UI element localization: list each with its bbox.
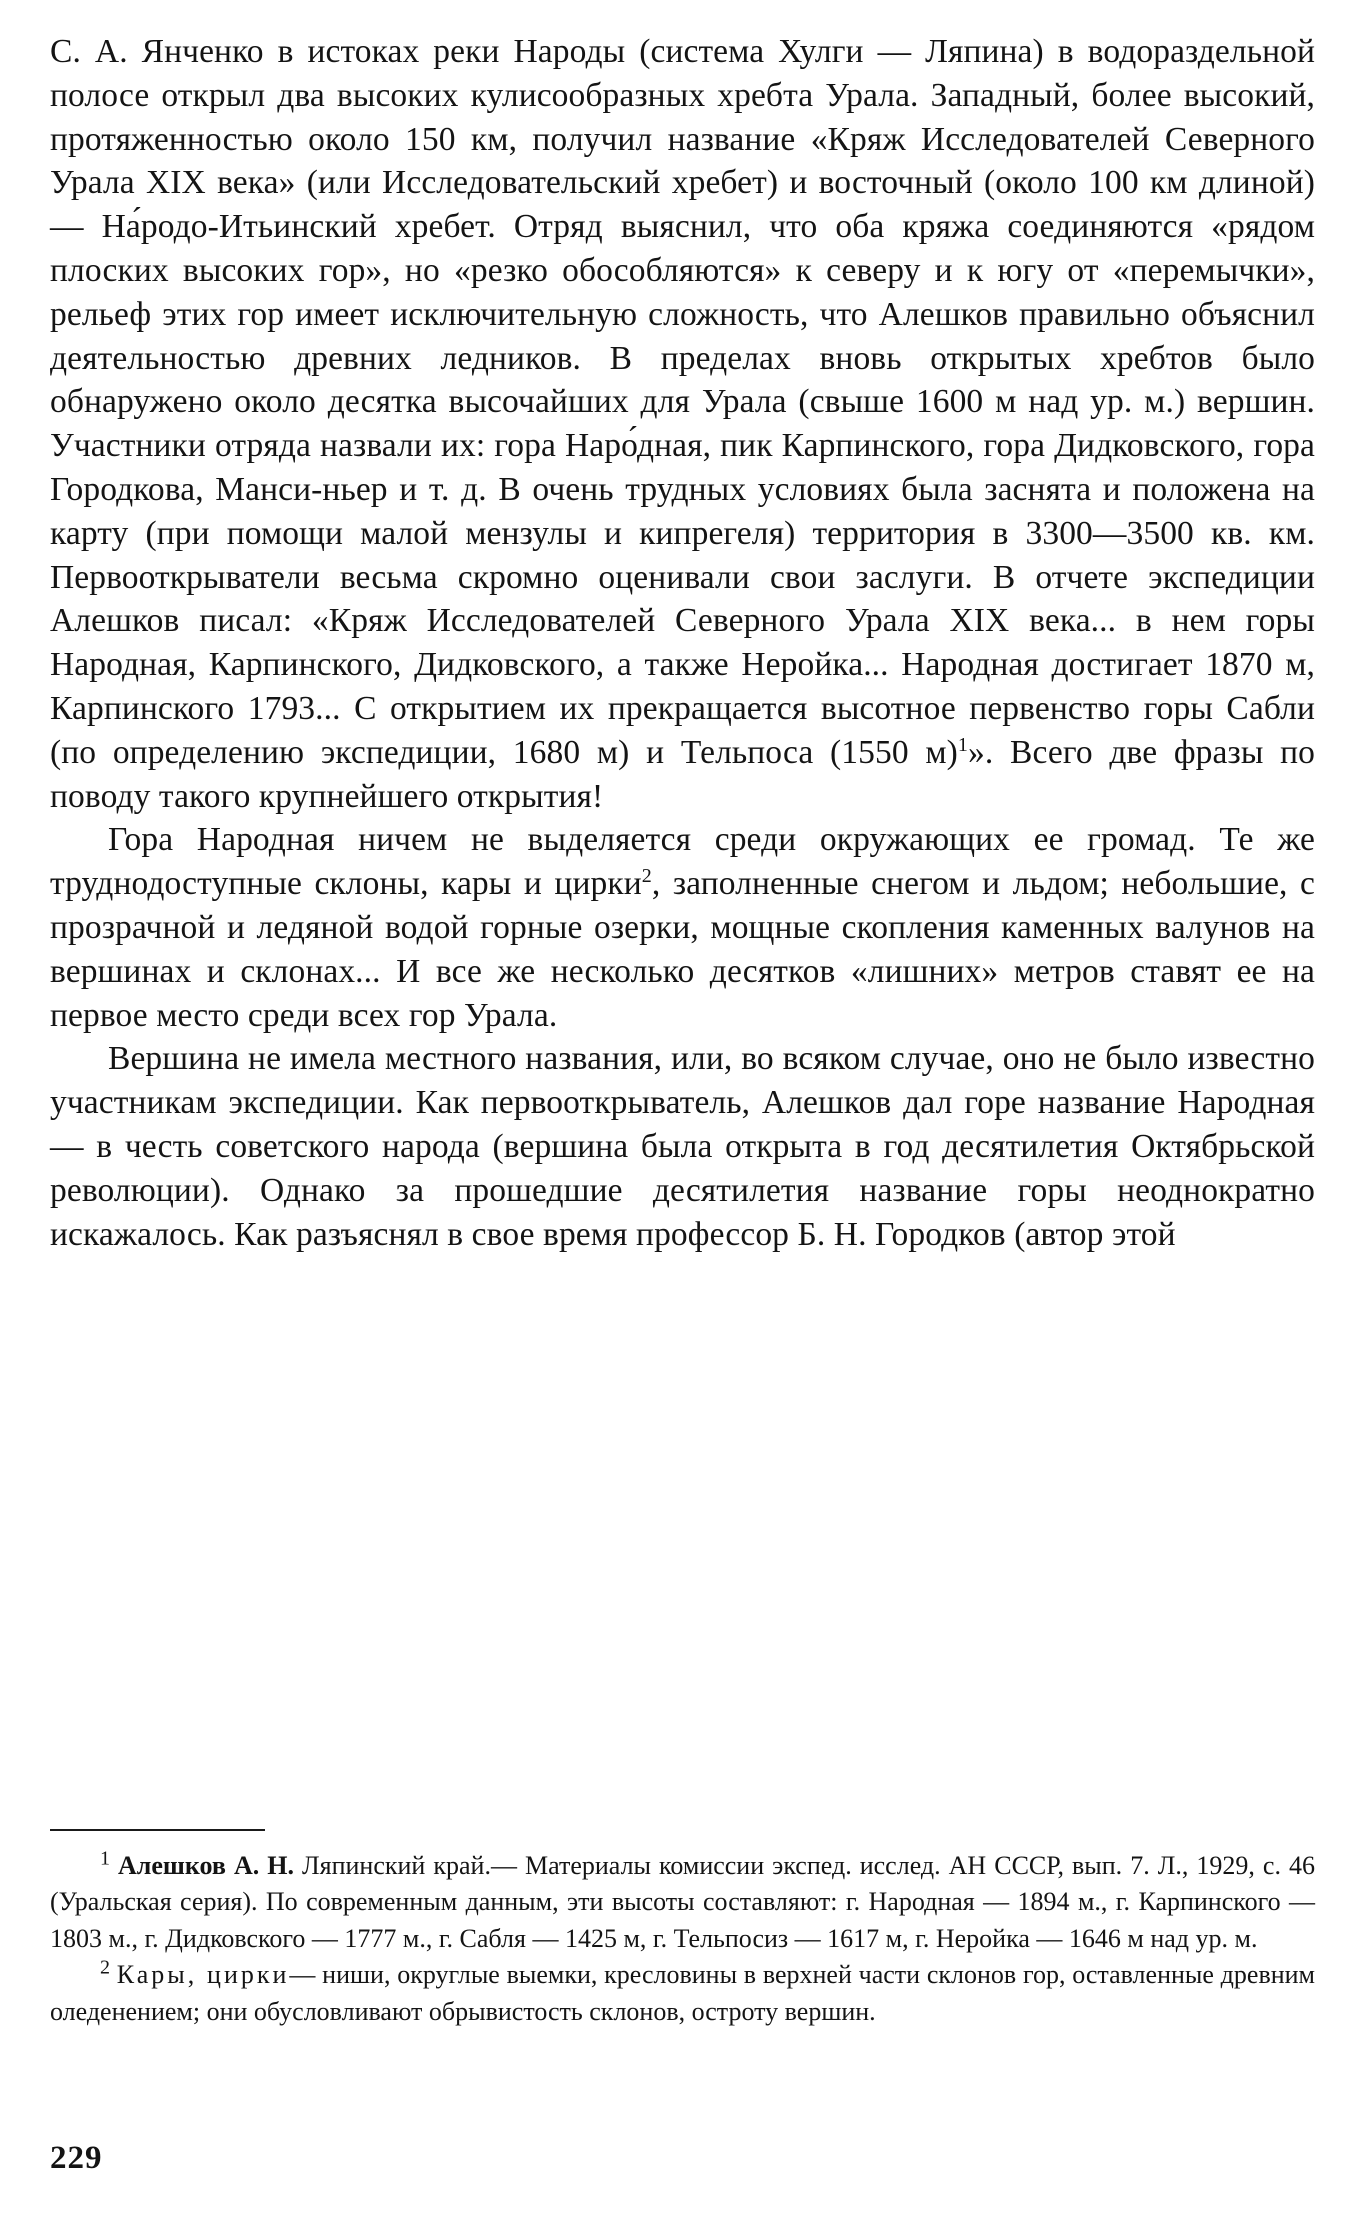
- page-number: 229: [50, 2140, 103, 2176]
- paragraph-2-text: Гора Народная ничем не выделяется среди окружающих ее громад. Те же труднодоступные склоны, кары и цирки: [50, 821, 1315, 903]
- paragraph-1-text: С. А. Янченко в истоках реки Народы (система Хулги — Ляпина) в водораздельной полосе открыл два высоких кулисообразных хребта Урала. Западный, более высокий, протяженностью около 150 км, получил название «Кряж Исследователей Северного Урала XIX века» (или Исследовательский хребет) и восточный (около 100 км длиной) — На́родо-Итьинский хребет. Отряд выяснил, что оба кряжа соединяются «рядом плоских высоких гор», но «резко обособляются» к северу и к югу от «перемычки», рельеф этих гор имеет исключительную сложность, что Алешков правильно объяснил деятельностью древних ледников. В пределах вновь открытых хребтов было обнаружено около десятка высочайших для Урала (свыше 1600 м над ур. м.) вершин. Участники отряда назвали их: гора Наро́дная, пик Карпинского, гора Дидковского, гора Городкова, Манси-ньер и т. д. В очень трудных условиях была заснята и положена на карту (при помощи малой мензулы и кипрегеля) территория в 3300—3500 кв. км. Первооткрыватели весьма скромно оценивали свои заслуги. В отчете экспедиции Алешков писал: «Кряж Исследователей Северного Урала XIX века... в нем горы Народная, Карпинского, Дидковского, а также Неройка... Народная достигает 1870 м, Карпинского 1793... С открытием их прекращается высотное первенство горы Сабли (по определению экспедиции, 1680 м) и Тельпоса (1550 м): [50, 33, 1315, 771]
- paragraph-3: Вершина не имела местного названия, или, во всяком случае, оно не было известно участникам экспедиции. Как первооткрыватель, Алешков дал горе название Народная — в честь советского народа (вершина была открыта в год десятилетия Октябрьской революции). Однако за прошедшие десятилетия название горы неоднократно искажалось. Как разъяснял в свое время профессор Б. Н. Городков (автор этой: [50, 1040, 1315, 1253]
- footnote-2-marker: 2: [100, 1956, 110, 1979]
- footnote-1-author: Алешков А. Н.: [118, 1851, 294, 1880]
- footnote-ref-1: 1: [957, 733, 969, 756]
- footnote-divider: [50, 1829, 265, 1831]
- footnote-2-text: — ниши, округлые выемки, кресловины в верхней части склонов гор, оставленные древним оледенением; они обусловливают обрывистость склонов, остроту вершин.: [50, 1960, 1316, 2026]
- footnote-1-text: Ляпинский край.— Материалы комиссии экспед. исслед. АН СССР, вып. 7. Л., 1929, с. 46 (Уральская серия). По современным данным, эти высоты составляют: г. Народная — 1894 м., г. Карпинского — 1803 м., г. Дидковского — 1777 м., г. Сабля — 1425 м, г. Тельпосиз — 1617 м, г. Неройка — 1646 м над ур. м.: [50, 1851, 1315, 1953]
- footnote-2: [50, 1957, 1315, 2030]
- main-text: [50, 30, 1315, 1256]
- paragraph-2-end: , заполненные снегом и льдом; небольшие, с прозрачной и ледяной водой горные озерки, мощные скопления каменных валунов на вершинах и склонах... И все же несколько десятков «лишних» метров ставят ее на первое место среди всех гор Урала.: [50, 865, 1316, 1034]
- footnote-1-marker: 1: [100, 1847, 110, 1870]
- paragraph-2: [50, 818, 1315, 1037]
- footnote-ref-2: 2: [641, 864, 652, 887]
- paragraph-1: [50, 30, 1315, 818]
- footnote-2-term: Кары, цирки: [116, 1960, 290, 1990]
- page-body: [50, 30, 1315, 1256]
- footnote-1: [50, 1848, 1315, 1957]
- footnotes: [50, 1848, 1315, 2030]
- paragraph-1-end: ». Всего две фразы по поводу такого крупнейшего открытия!: [50, 733, 1315, 815]
